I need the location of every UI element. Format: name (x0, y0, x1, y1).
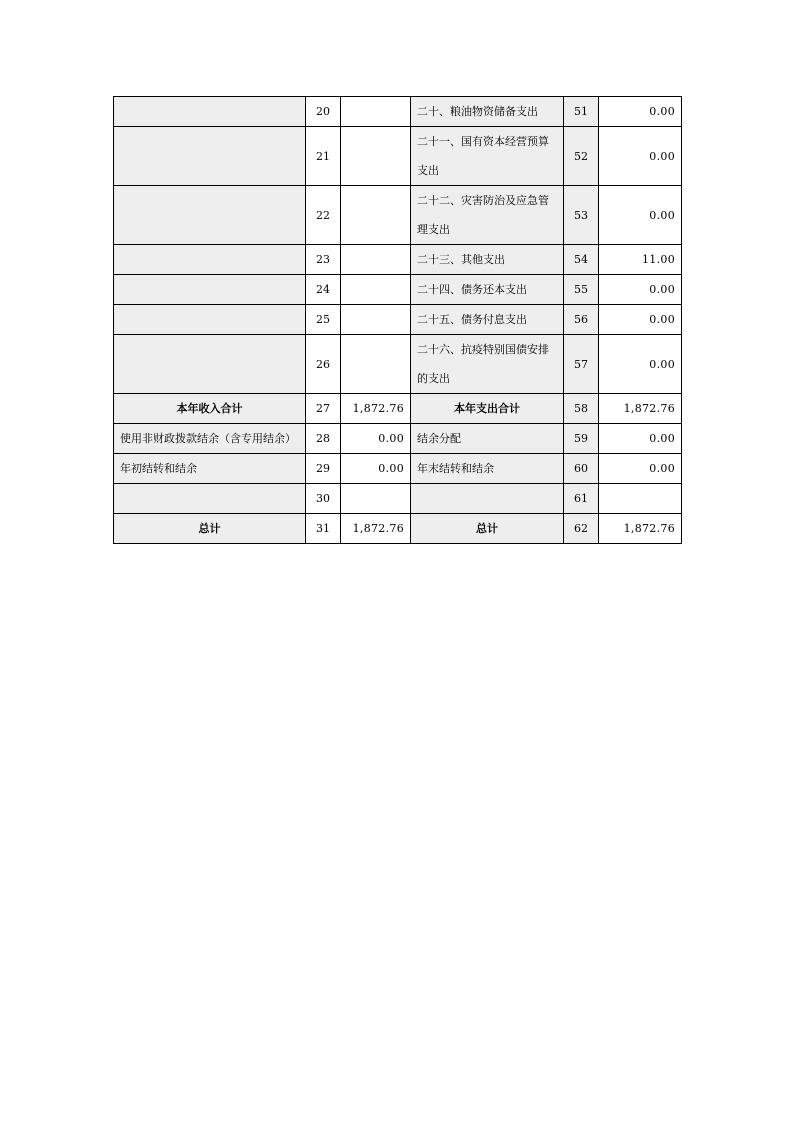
income-line-number: 26 (306, 335, 341, 394)
income-line-number: 21 (306, 127, 341, 186)
income-amount: 0.00 (341, 454, 411, 484)
expenditure-amount (599, 484, 682, 514)
income-line-number: 27 (306, 394, 341, 424)
income-expenditure-table (113, 96, 682, 544)
expenditure-line-number: 53 (564, 186, 599, 245)
income-line-number: 31 (306, 514, 341, 544)
income-amount (341, 335, 411, 394)
income-line-number: 24 (306, 275, 341, 305)
annual-income-total-amount: 1,872.76 (341, 394, 411, 424)
table-row (114, 97, 682, 127)
table-row (114, 245, 682, 275)
expenditure-amount: 0.00 (599, 305, 682, 335)
grand-total-income-amount: 1,872.76 (341, 514, 411, 544)
income-item-label (114, 275, 306, 305)
annual-total-row (114, 394, 682, 424)
expenditure-item-label (411, 127, 564, 186)
income-item-label (114, 335, 306, 394)
expenditure-line-number: 59 (564, 424, 599, 454)
table-row (114, 454, 682, 484)
annual-expenditure-total-amount: 1,872.76 (599, 394, 682, 424)
income-item-label (114, 245, 306, 275)
income-amount (341, 484, 411, 514)
expenditure-item-label (411, 335, 564, 394)
expenditure-item-label: 结余分配 (411, 424, 564, 454)
expenditure-item-label: 二十三、其他支出 (411, 245, 564, 275)
expenditure-amount: 11.00 (599, 245, 682, 275)
expenditure-item-label (411, 186, 564, 245)
expenditure-amount: 0.00 (599, 127, 682, 186)
income-amount (341, 186, 411, 245)
expenditure-item-label (411, 484, 564, 514)
income-line-number: 30 (306, 484, 341, 514)
annual-income-total-label: 本年收入合计 (114, 394, 306, 424)
expenditure-item-label: 二十、粮油物资储备支出 (411, 97, 564, 127)
income-line-number: 20 (306, 97, 341, 127)
table-row (114, 335, 682, 394)
income-amount: 0.00 (341, 424, 411, 454)
table-row (114, 186, 682, 245)
income-line-number: 25 (306, 305, 341, 335)
expenditure-line-number: 58 (564, 394, 599, 424)
table-row (114, 127, 682, 186)
income-line-number: 28 (306, 424, 341, 454)
income-item-label (114, 97, 306, 127)
expenditure-line-number: 55 (564, 275, 599, 305)
expenditure-line-number: 61 (564, 484, 599, 514)
income-item-label (114, 424, 306, 454)
grand-total-expenditure-amount: 1,872.76 (599, 514, 682, 544)
table-row (114, 484, 682, 514)
grand-total-income-label: 总计 (114, 514, 306, 544)
income-amount (341, 127, 411, 186)
table-row (114, 424, 682, 454)
expenditure-line-number: 51 (564, 97, 599, 127)
income-item-label (114, 305, 306, 335)
expenditure-line-number: 60 (564, 454, 599, 484)
expenditure-item-text: 二十一、国有资本经营预算支出 (417, 135, 549, 177)
income-item-text: 使用非财政拨款结余（含专用结余） (120, 432, 296, 445)
income-item-label (114, 186, 306, 245)
annual-expenditure-total-label: 本年支出合计 (411, 394, 564, 424)
income-item-label: 年初结转和结余 (114, 454, 306, 484)
expenditure-amount: 0.00 (599, 424, 682, 454)
table-row (114, 305, 682, 335)
expenditure-item-text: 二十二、灾害防治及应急管理支出 (417, 194, 549, 236)
income-amount (341, 305, 411, 335)
income-amount (341, 245, 411, 275)
expenditure-amount: 0.00 (599, 454, 682, 484)
income-amount (341, 97, 411, 127)
income-amount (341, 275, 411, 305)
expenditure-amount: 0.00 (599, 275, 682, 305)
expenditure-item-text: 二十六、抗疫特别国债安排的支出 (417, 343, 549, 385)
grand-total-expenditure-label: 总计 (411, 514, 564, 544)
grand-total-row (114, 514, 682, 544)
expenditure-amount: 0.00 (599, 335, 682, 394)
income-item-label (114, 484, 306, 514)
income-line-number: 22 (306, 186, 341, 245)
income-line-number: 23 (306, 245, 341, 275)
expenditure-item-label: 年末结转和结余 (411, 454, 564, 484)
expenditure-line-number: 56 (564, 305, 599, 335)
income-item-label (114, 127, 306, 186)
table-row (114, 275, 682, 305)
income-line-number: 29 (306, 454, 341, 484)
expenditure-line-number: 57 (564, 335, 599, 394)
expenditure-item-label: 二十五、债务付息支出 (411, 305, 564, 335)
expenditure-amount: 0.00 (599, 186, 682, 245)
expenditure-line-number: 52 (564, 127, 599, 186)
expenditure-line-number: 62 (564, 514, 599, 544)
expenditure-amount: 0.00 (599, 97, 682, 127)
expenditure-item-label: 二十四、债务还本支出 (411, 275, 564, 305)
expenditure-line-number: 54 (564, 245, 599, 275)
